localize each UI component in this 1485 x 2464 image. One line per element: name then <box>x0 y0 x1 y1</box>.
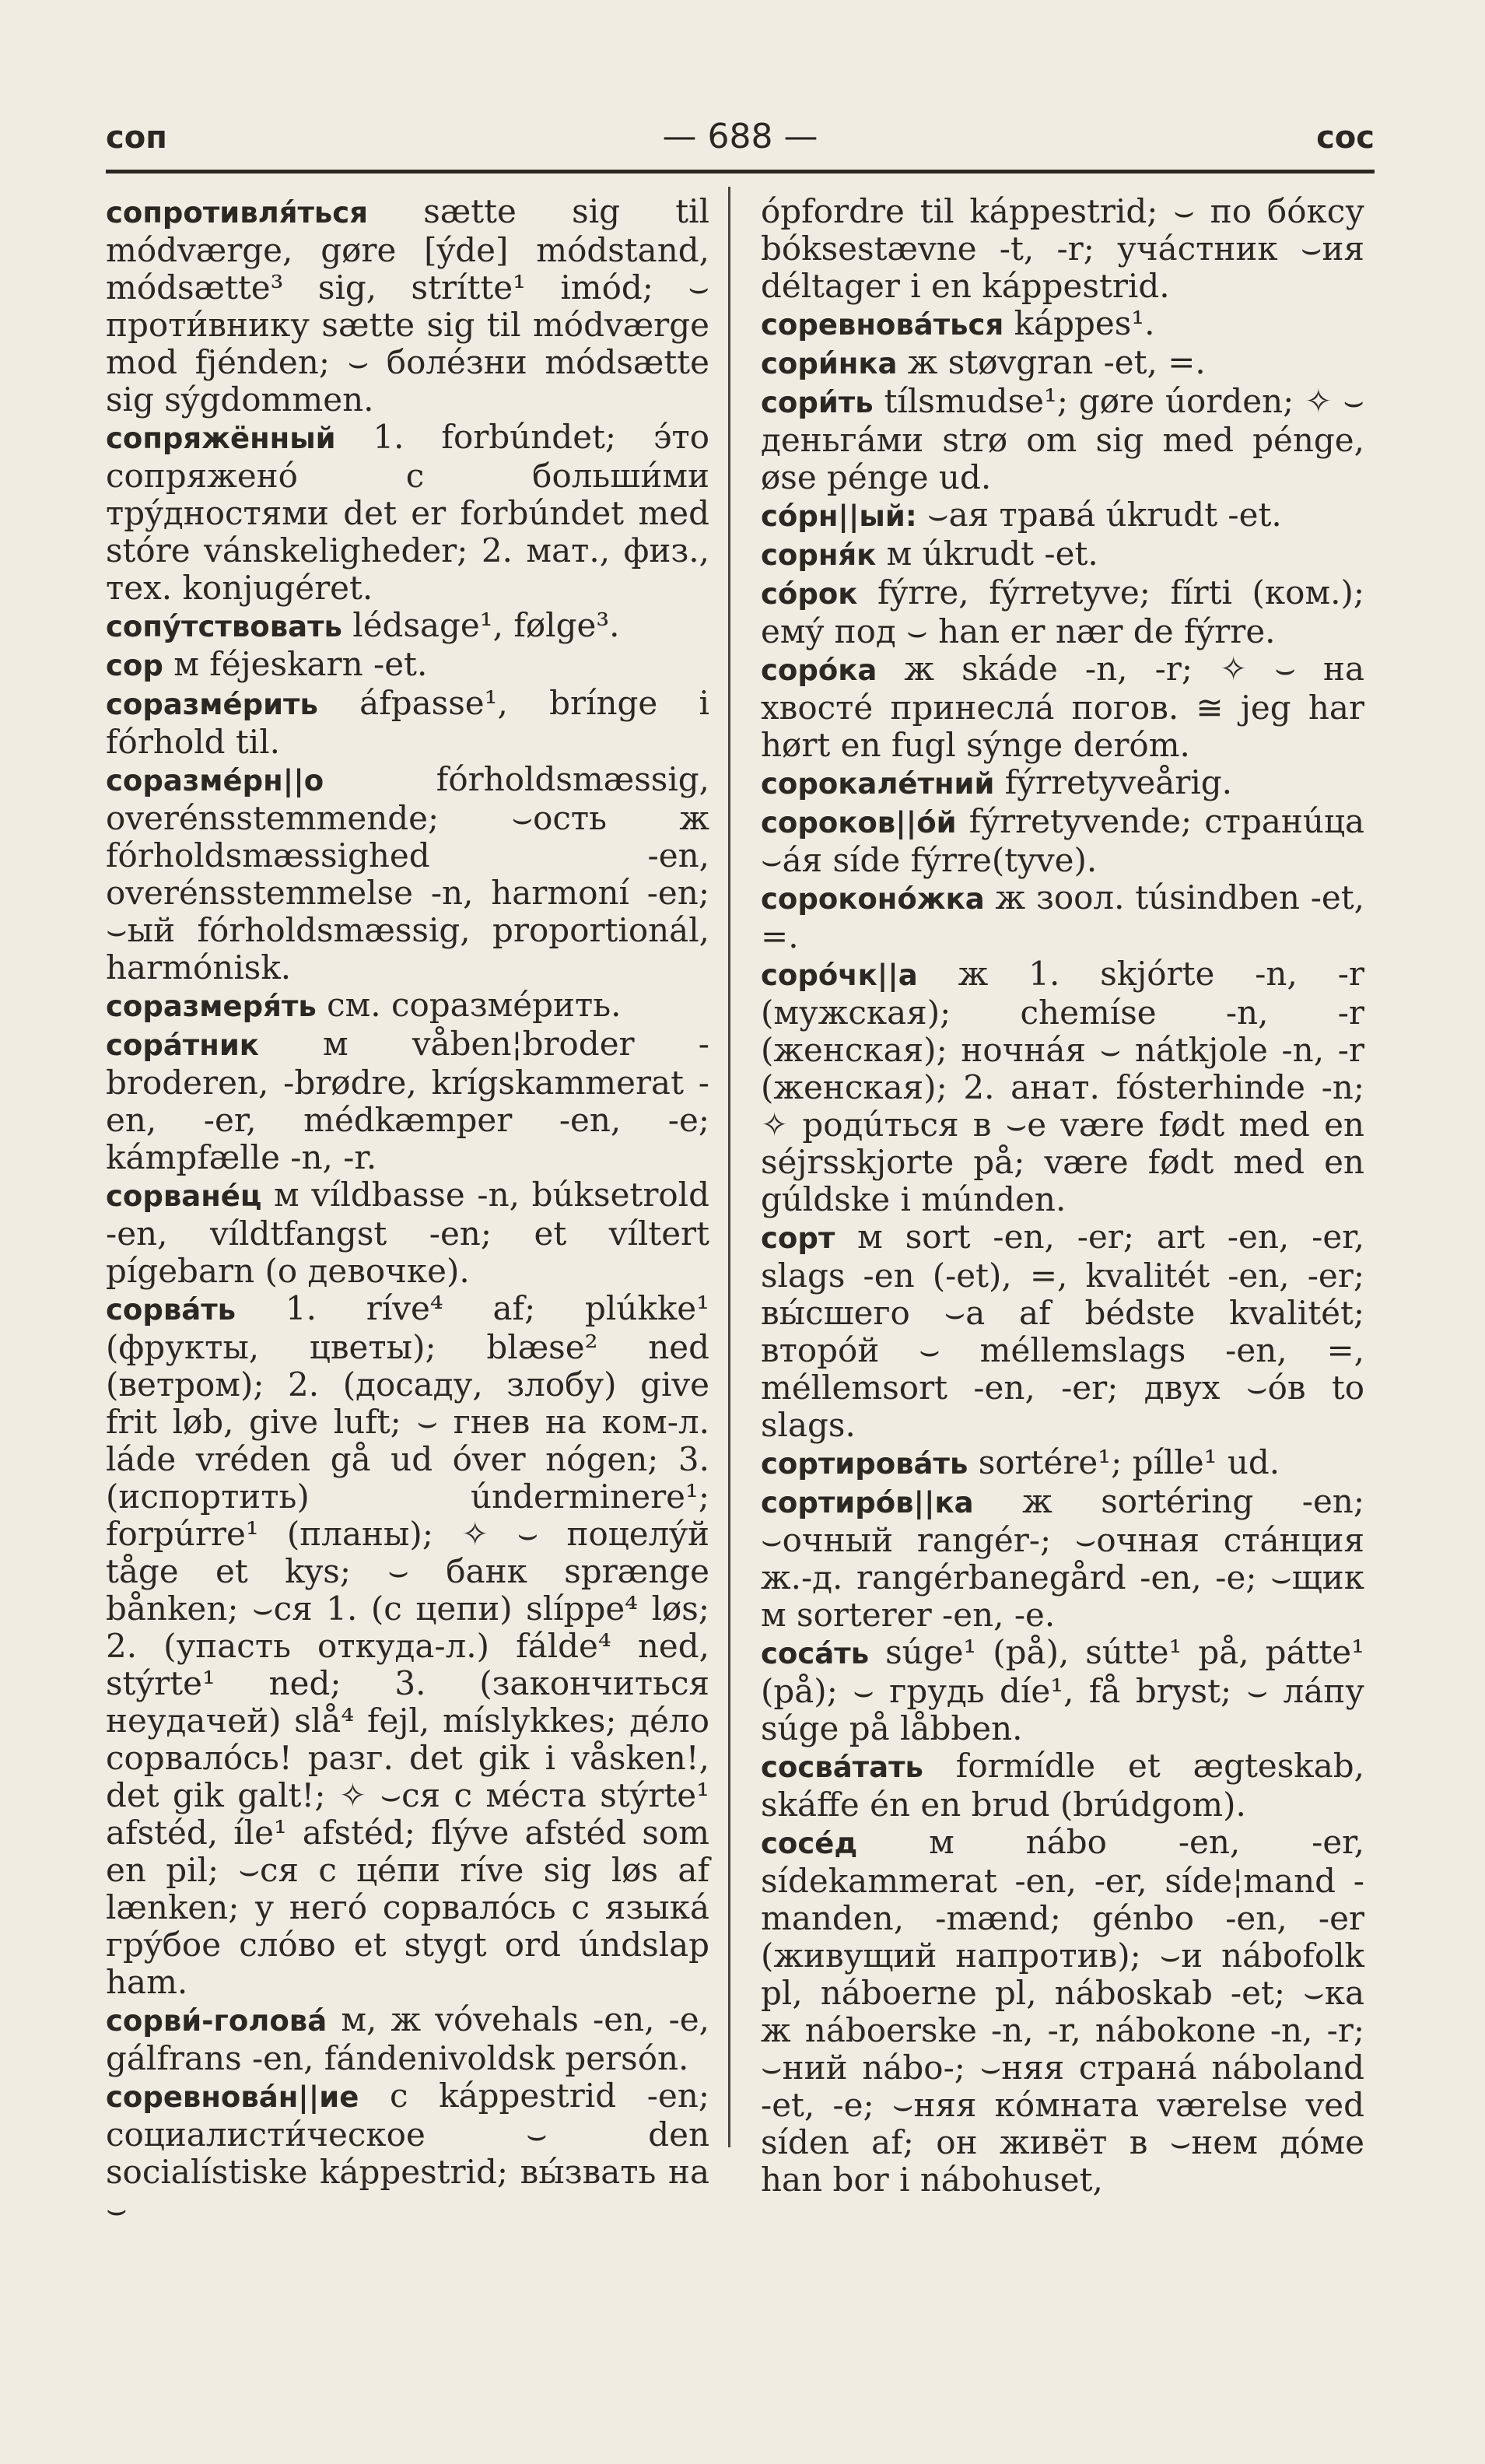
dictionary-entry <box>761 344 1364 383</box>
entry-headword: сóрн||ый: <box>761 499 917 533</box>
dictionary-entry <box>761 383 1364 496</box>
dictionary-entry <box>761 803 1364 879</box>
dictionary-entry <box>761 1218 1364 1444</box>
entry-definition: formídle et ægteskab, skáffe én en brud (brúdgom). <box>761 1747 1364 1824</box>
entry-headword: сóрок <box>761 577 858 611</box>
entry-definition: ж skáde -n, -r; ✧ ⌣ на хвостé принеслá погов. ≅ jeg har hørt en fugl sýnge derόm. <box>761 650 1364 764</box>
dictionary-entry <box>106 1290 709 2001</box>
header-rule <box>106 170 1375 173</box>
entry-headword: сортирóв||ка <box>761 1486 974 1519</box>
entry-headword: соразмеря́ть <box>106 990 317 1023</box>
entry-definition: fýrretyvende; странúца ⌣áя síde fýrre(tyve). <box>761 802 1364 879</box>
dictionary-entry <box>106 1176 709 1290</box>
entry-headword: сорóка <box>761 654 877 687</box>
entry-headword: сорокалéтний <box>761 767 995 801</box>
entry-definition: м víldbasse -n, búksetrold -en, víldtfangst -en; et víltert pígebarn (о девочке). <box>106 1176 709 1290</box>
dictionary-entry <box>761 764 1364 803</box>
page-number: — 688 — <box>662 117 818 156</box>
entry-headword: сорня́к <box>761 538 877 572</box>
entry-headword: сопротивля́ться <box>106 196 368 230</box>
left-column <box>106 193 709 2228</box>
entry-headword: сорóчк||а <box>761 959 918 992</box>
dictionary-entry <box>761 1444 1364 1483</box>
dictionary-entry <box>761 1747 1364 1824</box>
entry-definition: ópfordre til káppestrid; ⌣ по бóксу bóksestævne -t, -r; учáстник ⌣ия déltager i en káppestrid. <box>761 192 1364 305</box>
entry-definition: ⌣ая травá úkrudt -et. <box>916 496 1282 534</box>
page-header <box>106 117 1375 163</box>
entry-definition: fýrre, fýrretyve; fírti (ком.); емý под ⌣ han er nær de fýrre. <box>761 573 1364 650</box>
dictionary-entry <box>106 761 709 987</box>
entry-headword: сосвáтать <box>761 1751 923 1784</box>
dictionary-entry <box>761 1634 1364 1747</box>
entry-headword: сори́ть <box>761 386 874 419</box>
entry-definition: fórholdsmæssig, overénsstemmende; ⌣ость ж fórholdsmæssighed -en, overénsstemmelse -n, harmoní -en; ⌣ый fórholdsmæssig, proportionál, harmónisk. <box>106 760 709 987</box>
entry-definition: м våben¦broder -broderen, -brødre, krígskammerat -en, -er, médkæmper -en, -e; kámpfælle -n, -r. <box>106 1025 709 1176</box>
entry-definition: fýrretyveårig. <box>994 763 1232 801</box>
entry-definition: с káppestrid -en; социалисти́ческое ⌣ den socialístiske káppestrid; вы́звать на ⌣ <box>106 2077 709 2228</box>
dictionary-entry <box>761 1824 1364 2199</box>
entry-definition: 1. ríve⁴ af; plúkke¹ (фрукты, цветы); blæse² ned (ветром); 2. (досаду, злобу) give frit løb, give luft; ⌣ гнев на ком-л. láde vréden gå ud óver nógen; 3. (испортить) únderminere¹; forpúrre¹ (планы); ✧ ⌣ поцелýй tåge et kys; ⌣ банк sprænge bånken; ⌣ся 1. (с цепи) slíppe⁴ løs; 2. (упасть откуда-л.) fálde⁴ ned, stýrte¹ ned; 3. (закончиться неудачей) slå⁴ fejl, míslykkes; дéло сорвалóсь! разг. det gik i våsken!, det gik galt!; ✧ ⌣ся с мéста stýrte¹ afstéd, íle¹ afstéd; flýve afstéd som en pil; ⌣ся с цéпи ríve sig løs af lænken; у негó сорвалóсь с языкá грýбое слóво et stygt ord úndslap ham. <box>106 1289 709 2001</box>
dictionary-entry <box>761 879 1364 955</box>
entry-headword: соразмéрить <box>106 688 318 721</box>
dictionary-entry <box>106 193 709 419</box>
entry-definition: tílsmudse¹; gøre úorden; ✧ ⌣ деньгáми strø om sig med pénge, øse pénge ud. <box>761 382 1364 496</box>
dictionary-entry <box>761 574 1364 650</box>
entry-headword: сопýтствовать <box>106 610 342 643</box>
entry-definition: 1. forbúndet; э́то сопряженó с больши́ми трýдностями det er forbúndet med stóre vánskeligheder; 2. мат., физ., тех. konjugéret. <box>106 418 709 607</box>
entry-headword: сорвáть <box>106 1293 236 1327</box>
entry-definition: ж støvgran -et, =. <box>897 343 1206 381</box>
right-column <box>761 193 1364 2199</box>
dictionary-entry <box>761 305 1364 344</box>
entry-headword: сорáтник <box>106 1029 259 1062</box>
entry-definition: ж 1. skjórte -n, -r (мужская); chemíse -n, -r (женская); ночнáя ⌣ nátkjole -n, -r (женская); 2. анат. fósterhinde -n; ✧ родúться в ⌣е være født med en séjrsskjorte på; være født med en gúldske i múnden. <box>761 955 1364 1218</box>
entry-definition: sortére¹; pílle¹ ud. <box>968 1443 1280 1481</box>
entry-definition: м nábo -en, -er, sídekammerat -en, -er, síde¦mand -manden, -mænd; génbo -en, -er (живущий напротив); ⌣и nábofolk pl, náboerne pl, náboskab -et; ⌣ка ж náboerske -n, -r, nábokone -n, -r; ⌣ний nábo-; ⌣няя странá náboland -et, -e; ⌣няя кóмната værelse ved síden af; он живёт в ⌣нем дóме han bor i nábohuset, <box>761 1823 1364 2199</box>
entry-definition: káppes¹. <box>1003 304 1155 342</box>
dictionary-entry <box>761 535 1364 574</box>
column-divider <box>728 187 730 2147</box>
entry-definition: ж зоол. túsindben -et, =. <box>761 878 1364 955</box>
entry-definition: м sort -en, -er; art -en, -er, slags -en (-et), =, kvalitét -en, -er; вы́сшего ⌣а af bédste kvalitét; вторóй ⌣ méllemslags -en, =, méllemsort -en, -er; двух ⌣óв to slags. <box>761 1218 1364 1444</box>
dictionary-entry <box>761 193 1364 305</box>
entry-headword: сори́нка <box>761 347 898 380</box>
dictionary-entry <box>761 955 1364 1218</box>
entry-definition: sætte sig til módværge, gøre [ýde] módstand, módsætte³ sig, strítte¹ imód; ⌣ проти́внику sætte sig til módværge mod fjénden; ⌣ болéзни módsætte sig sýgdommen. <box>106 192 709 419</box>
dictionary-entry <box>106 2001 709 2077</box>
entry-definition: м féjeskarn -et. <box>163 645 428 683</box>
entry-headword: сосáть <box>761 1637 870 1670</box>
entry-headword: сортировáть <box>761 1447 968 1481</box>
entry-definition: áfpasse¹, brínge i fórhold til. <box>106 684 709 761</box>
guide-word-left: соп <box>106 120 167 156</box>
entry-headword: сороконóжка <box>761 882 985 916</box>
entry-headword: сорт <box>761 1221 835 1255</box>
entry-definition: см. соразмéрить. <box>316 986 622 1024</box>
entry-definition: м, ж vóvehals -en, -e, gálfrans -en, fándenivoldsk persón. <box>106 2000 709 2077</box>
dictionary-entry <box>761 496 1364 535</box>
dictionary-entry <box>106 646 709 685</box>
dictionary-entry <box>761 650 1364 764</box>
entry-headword: соревновáн||ие <box>106 2080 359 2114</box>
entry-headword: сорви́-головá <box>106 2004 327 2038</box>
entry-headword: сопряжённый <box>106 422 336 455</box>
dictionary-entry <box>106 2077 709 2228</box>
dictionary-entry <box>106 419 709 607</box>
entry-definition: lédsage¹, følge³. <box>341 606 620 644</box>
entry-definition: м úkrudt -et. <box>876 535 1098 573</box>
entry-definition: súge¹ (på), sútte¹ på, pátte¹ (på); ⌣ грудь díe¹, få bryst; ⌣ лáпу súge på låbben. <box>761 1633 1364 1747</box>
dictionary-entry <box>106 685 709 761</box>
entry-headword: сорванéц <box>106 1179 262 1213</box>
entry-headword: соразмéрн||о <box>106 764 324 797</box>
entry-headword: сор <box>106 649 163 682</box>
entry-headword: сосéд <box>761 1827 858 1860</box>
entry-headword: сороков||óй <box>761 806 957 839</box>
dictionary-entry <box>106 987 709 1025</box>
entry-definition: ж sortéring -en; ⌣очный rangér-; ⌣очная стáнция ж.-д. rangérbanegård -en, -e; ⌣щик м sorterer -en, -e. <box>761 1482 1364 1634</box>
dictionary-entry <box>106 607 709 646</box>
dictionary-entry <box>106 1025 709 1176</box>
guide-word-right: сос <box>1316 120 1375 156</box>
dictionary-entry <box>761 1483 1364 1634</box>
entry-headword: соревновáться <box>761 308 1004 342</box>
